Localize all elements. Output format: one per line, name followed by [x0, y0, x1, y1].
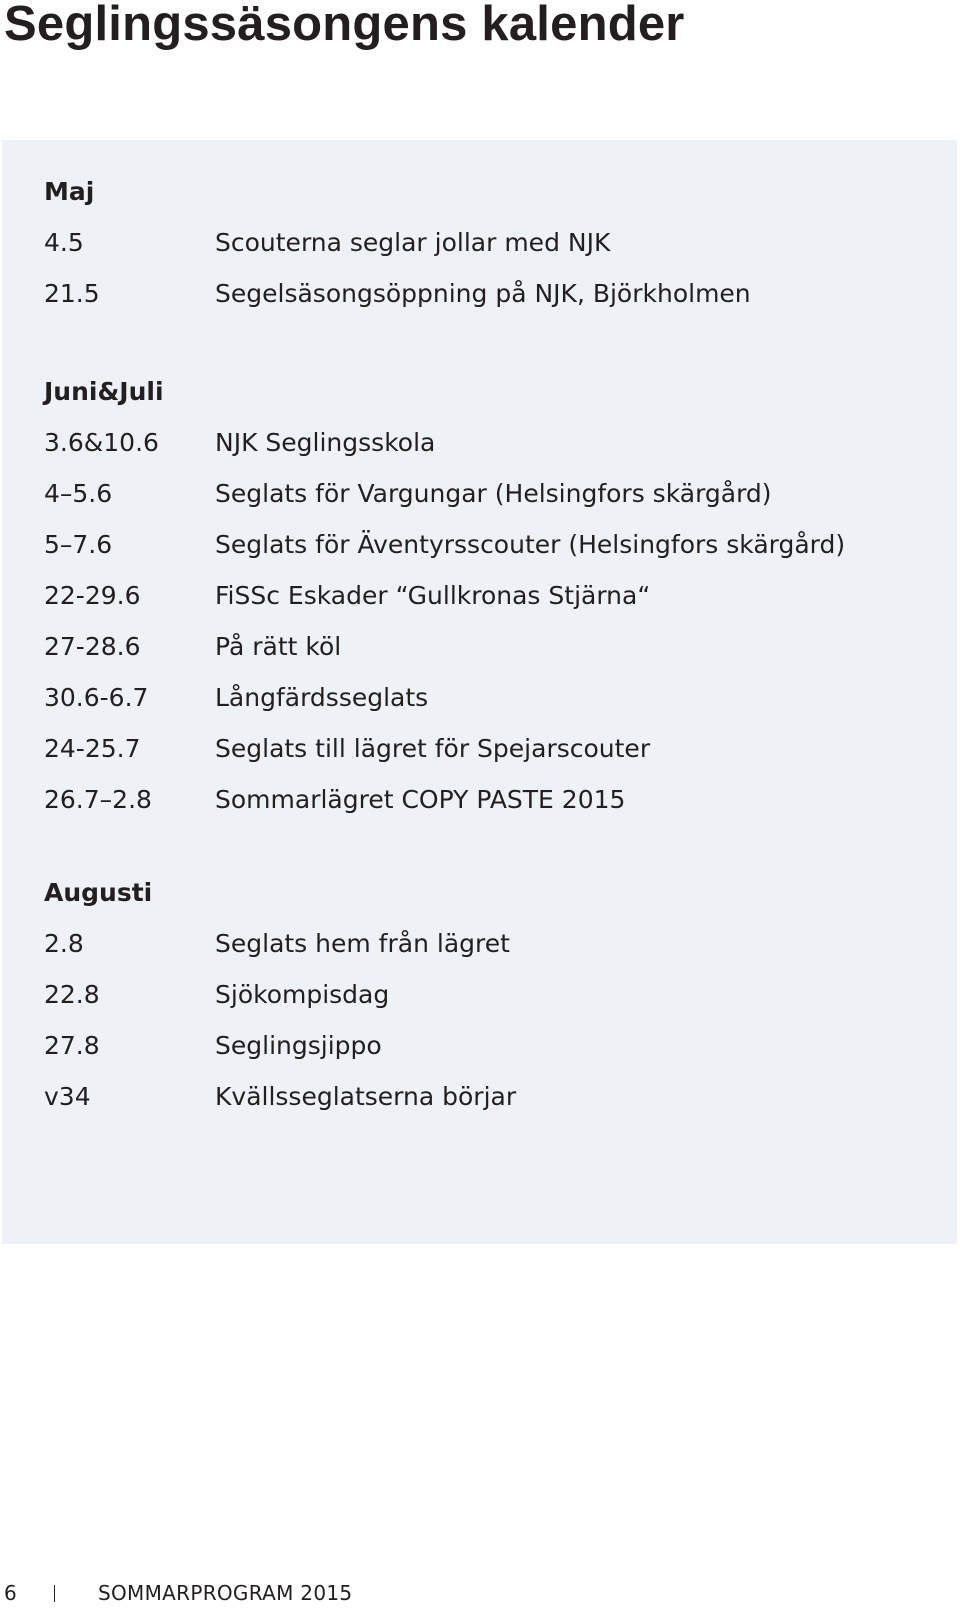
event-date: 4–5.6: [44, 479, 113, 508]
event-date: 27.8: [44, 1031, 100, 1060]
event-name: Sjökompisdag: [215, 980, 390, 1009]
event-date: v34: [44, 1082, 91, 1111]
event-name: Långfärdsseglats: [215, 683, 429, 712]
event-date: 2.8: [44, 929, 84, 958]
calendar-row: [44, 217, 924, 268]
calendar-row: [44, 672, 924, 723]
section-juni-juli: [44, 366, 924, 825]
event-date: 3.6&10.6: [44, 428, 159, 457]
footer-divider: [54, 1585, 55, 1602]
event-name: Seglingsjippo: [215, 1031, 382, 1060]
event-name: Seglats för Vargungar (Helsingfors skärgård): [215, 479, 772, 508]
calendar-row: [44, 621, 924, 672]
event-date: 26.7–2.8: [44, 785, 152, 814]
calendar-row: [44, 1071, 924, 1122]
event-name: Seglats hem från lägret: [215, 929, 510, 958]
calendar-row: [44, 570, 924, 621]
event-date: 24-25.7: [44, 734, 141, 763]
section-maj: [44, 166, 924, 319]
event-date: 22.8: [44, 980, 100, 1009]
calendar-row: [44, 268, 924, 319]
program-name: SOMMARPROGRAM 2015: [98, 1581, 353, 1605]
event-name: Sommarlägret COPY PASTE 2015: [215, 785, 626, 814]
event-date: 27-28.6: [44, 632, 141, 661]
event-name: FiSSc Eskader “Gullkronas Stjärna“: [215, 581, 651, 610]
calendar-row: [44, 918, 924, 969]
event-name: Seglats för Äventyrsscouter (Helsingfors skärgård): [215, 530, 846, 559]
calendar-row: [44, 969, 924, 1020]
event-date: 21.5: [44, 279, 100, 308]
event-name: Segelsäsongsöppning på NJK, Björkholmen: [215, 279, 751, 308]
section-heading: Augusti: [44, 878, 153, 907]
event-name: Seglats till lägret för Spejarscouter: [215, 734, 651, 763]
section-heading: Juni&Juli: [44, 377, 164, 406]
event-date: 22-29.6: [44, 581, 141, 610]
page-footer: [4, 1578, 352, 1608]
calendar-row: [44, 774, 924, 825]
event-name: Kvällsseglatserna börjar: [215, 1082, 517, 1111]
event-name: På rätt köl: [215, 632, 342, 661]
page-number: 6: [4, 1581, 17, 1605]
calendar-row: [44, 519, 924, 570]
event-name: Scouterna seglar jollar med NJK: [215, 228, 611, 257]
event-date: 5–7.6: [44, 530, 113, 559]
calendar-row: [44, 417, 924, 468]
event-date: 30.6-6.7: [44, 683, 149, 712]
section-heading: Maj: [44, 177, 95, 206]
section-augusti: [44, 867, 924, 1122]
event-date: 4.5: [44, 228, 84, 257]
page-title: Seglingssäsongens kalender: [4, 0, 685, 51]
event-name: NJK Seglingsskola: [215, 428, 436, 457]
calendar-row: [44, 468, 924, 519]
calendar-row: [44, 723, 924, 774]
calendar-row: [44, 1020, 924, 1071]
